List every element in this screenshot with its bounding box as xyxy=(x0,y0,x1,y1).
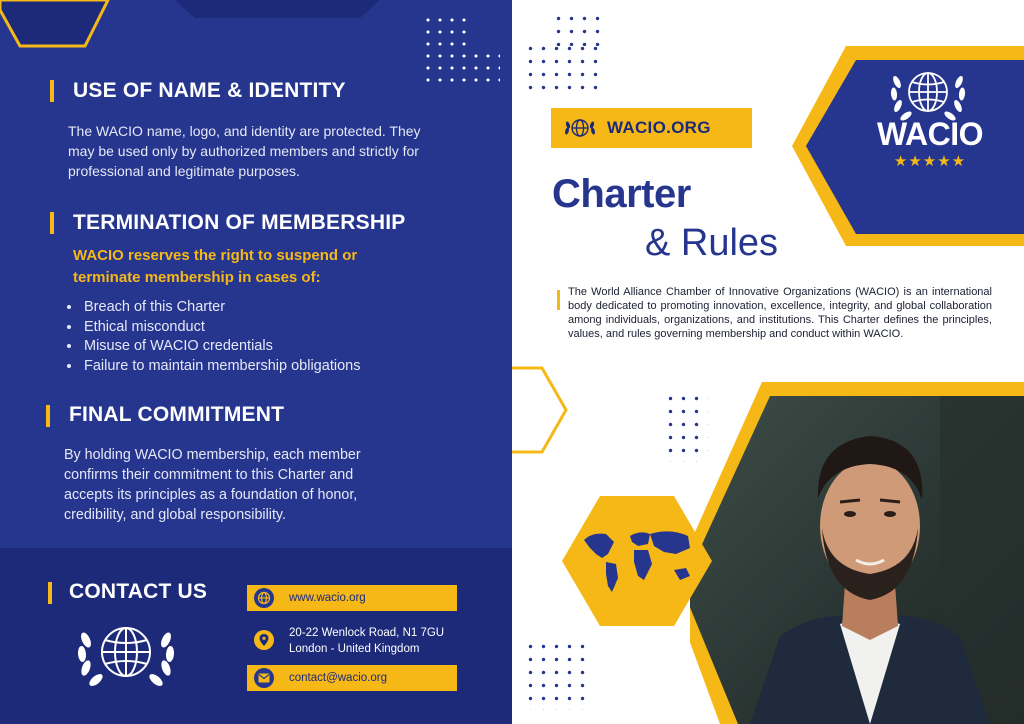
list-item: • Breach of this Charter xyxy=(82,298,442,318)
section-body-use-of-name: The WACIO name, logo, and identity are protected. They may be used only by authorized members and strictly for professional and legitimate purposes. xyxy=(68,123,421,179)
contact-address-line1: 20-22 Wenlock Road, N1 7GU xyxy=(289,627,445,639)
list-item: • Failure to maintain membership obligations xyxy=(82,357,442,377)
dot-pattern xyxy=(524,640,592,710)
section-accent-bar xyxy=(50,80,54,102)
intro-accent-bar xyxy=(557,290,560,310)
envelope-icon xyxy=(254,668,274,688)
portrait-photo-frame xyxy=(690,378,1024,724)
location-pin-icon xyxy=(254,630,274,650)
brand-website-label[interactable]: WACIO.ORG xyxy=(607,118,711,137)
section-body-final-commitment: By holding WACIO membership, each member confirms their commitment to this Charter and accepts its principles as a foundation of honor, credibility, and global responsibility. xyxy=(64,447,361,523)
world-map-hexagon xyxy=(562,496,712,626)
section-title-termination: TERMINATION OF MEMBERSHIP xyxy=(73,211,406,234)
dot-pattern xyxy=(552,12,604,46)
contact-address-line2: London - United Kingdom xyxy=(289,643,420,655)
dot-pattern xyxy=(422,50,500,86)
logo-stars: ★★★★★ xyxy=(893,153,967,170)
section-accent-bar xyxy=(48,582,52,604)
hexagon-outline-decoration xyxy=(512,366,572,454)
section-accent-bar xyxy=(46,405,50,427)
dot-pattern xyxy=(524,42,604,90)
laurel-wreath-icon xyxy=(886,64,970,124)
section-accent-bar xyxy=(50,212,54,234)
page-title-line2: & Rules xyxy=(645,222,779,264)
termination-reasons-list xyxy=(64,298,442,376)
section-title-final-commitment: FINAL COMMITMENT xyxy=(69,403,285,426)
laurel-wreath-icon xyxy=(72,620,180,692)
logo-wordmark: WACIO xyxy=(877,116,983,152)
intro-paragraph: The World Alliance Chamber of Innovative Organizations (WACIO) is an international body dedicated to promoting innovation, excellence, integrity, and global collaboration among individuals, organizations, and institutions. This Charter defines the principles, values, and rules governing membership and conduct within WACIO. xyxy=(568,286,992,340)
contact-title: CONTACT US xyxy=(69,580,208,603)
contact-email-link[interactable]: contact@wacio.org xyxy=(289,672,387,684)
termination-lead-text: WACIO reserves the right to suspend or terminate membership in cases of: xyxy=(73,247,358,286)
globe-icon xyxy=(563,117,597,139)
contact-website-link[interactable]: www.wacio.org xyxy=(289,592,366,604)
section-title-use-of-name: USE OF NAME & IDENTITY xyxy=(73,79,346,102)
page-title-line1: Charter xyxy=(552,172,691,216)
globe-icon xyxy=(254,588,274,608)
dot-pattern xyxy=(422,14,470,50)
list-item: • Ethical misconduct xyxy=(82,318,442,338)
list-item: • Misuse of WACIO credentials xyxy=(82,337,442,357)
